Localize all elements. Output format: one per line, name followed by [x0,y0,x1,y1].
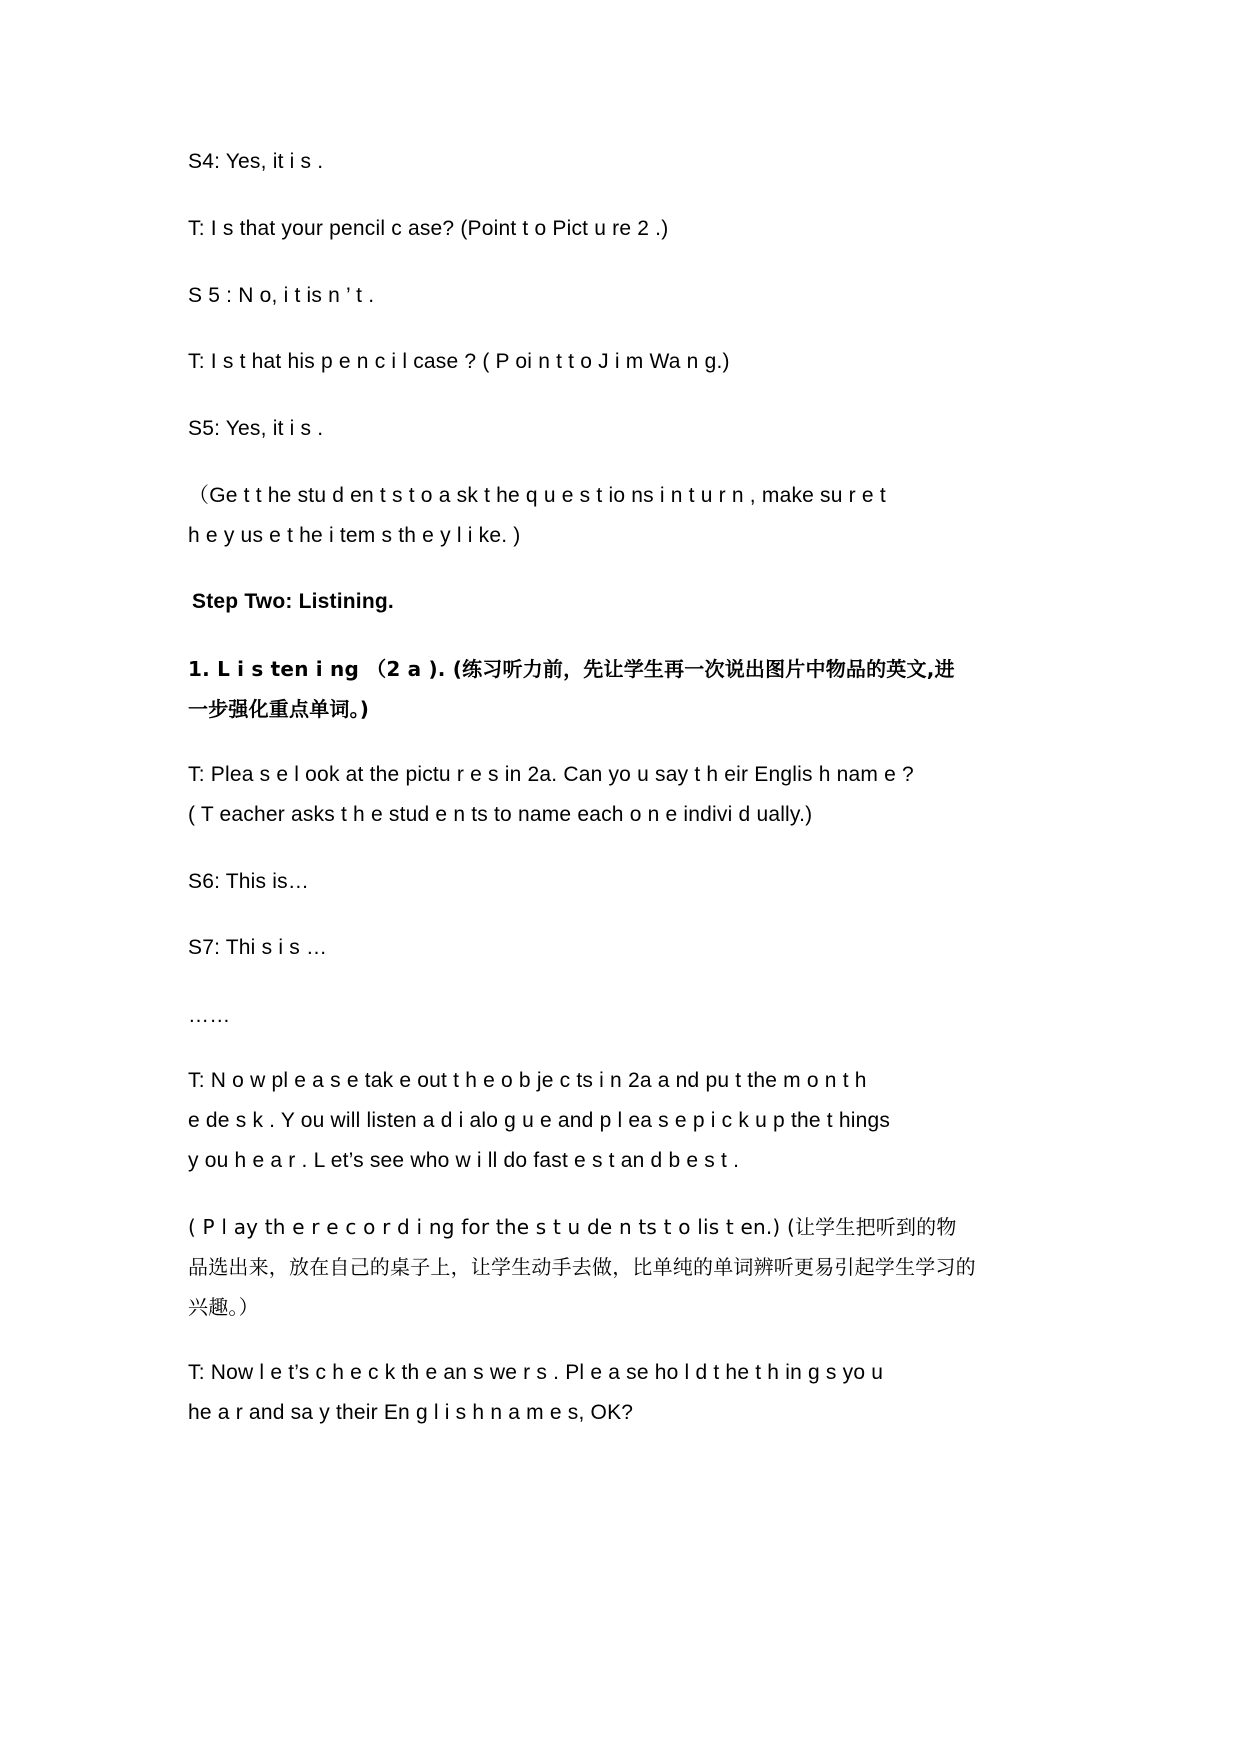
teacher-check-line-2: he a r and sa y their En g l i s h n a m e s, OK? [188,1401,634,1424]
teacher-instruction-line-1: T: N o w pl e a s e tak e out t h e o b je c ts i n 2a a nd pu t the m o n t h [188,1069,867,1092]
dialogue-line-s5-no: S 5 : N o, i t is n ’ t . [188,284,375,307]
recording-note-line-2: 品选出来，放在自己的桌子上，让学生动手去做，比单纯的单词辨听更易引起学生学习的 [188,1255,976,1279]
dialogue-line-teacher-jim: T: I s t hat his p e n c i l case ? ( P oi n t t o J i m Wa n g.) [188,350,730,373]
dialogue-line-s5-yes: S5: Yes, it i s . [188,417,324,440]
listening-item-line-2: 一步强化重点单词。) [188,697,370,721]
section-heading: Step Two: Listining. [192,590,394,613]
teacher-instruction-line-2: e de s k . Y ou will listen a d i alo g u e and p l ea s e p i c k u p the t hings [188,1109,891,1132]
teacher-instruction-line-3: y ou h e a r . L et’s see who w i ll do fast e s t an d b e s t . [188,1149,740,1172]
teacher-check-line-1: T: Now l e t’s c h e c k th e an s we r s . Pl e a se ho l d t he t h in g s yo u [188,1361,884,1384]
instruction-note-line-2: h e y us e t he i tem s th e y l i ke. ) [188,524,521,547]
teacher-prompt-line-2: ( T eacher asks t h e stud e n ts to name each o n e indivi d ually.) [188,803,813,826]
teacher-prompt-line-1: T: Plea s e l ook at the pictu r e s in 2a. Can yo u say t h eir Englis h nam e ? [188,763,914,786]
recording-note-line-1: ( P l ay th e r e c o r d i ng for the s t u de n ts t o lis t en.) (让学生把听到的物 [188,1215,957,1239]
instruction-note-line-1: （Ge t t he stu d en t s t o a sk t he q u e s t io ns i n t u r n , make su r e t [188,484,886,507]
recording-note-line-3: 兴趣。） [188,1295,259,1319]
dialogue-line-s7: S7: Thi s i s … [188,936,328,959]
ellipsis-line: …… [188,1004,231,1027]
dialogue-line-s4: S4: Yes, it i s . [188,150,324,173]
dialogue-line-teacher-question: T: I s that your pencil c ase? (Point t o Pict u re 2 .) [188,217,669,240]
listening-item-line-1: 1. L i s ten i ng （2 a ). (练习听力前，先让学生再一次说出图片中物品的英文,进 [188,657,955,681]
dialogue-line-s6: S6: This is… [188,870,310,893]
